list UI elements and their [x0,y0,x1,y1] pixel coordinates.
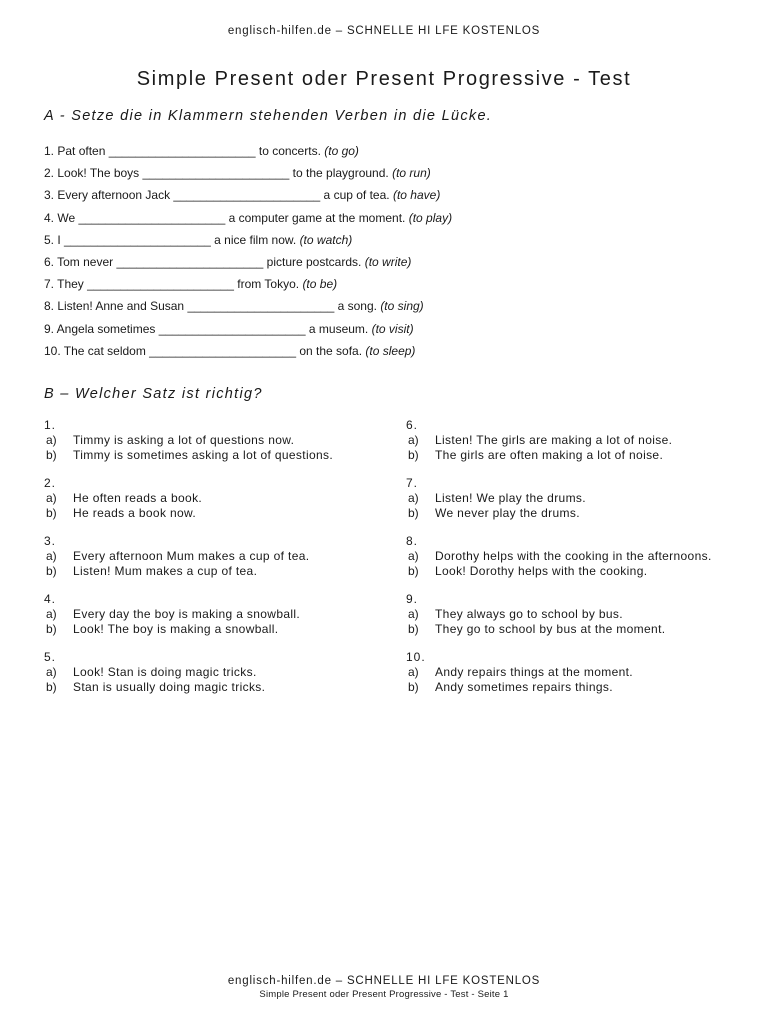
verb-hint: (to have) [392,188,441,203]
verb-hint: (to watch) [299,232,353,247]
option-letter: b) [46,622,57,636]
option-a [44,665,374,680]
option-letter: b) [46,680,57,694]
verb-hint: (to be) [302,277,338,292]
option-letter: a) [408,433,419,447]
option-letter: a) [46,491,57,505]
option-a [406,607,736,622]
option-a [44,549,374,564]
section-b-left-column [44,418,374,708]
footer-page-info: Simple Present oder Present Progressive - Test - Seite 1 [259,989,509,1000]
question [406,534,736,579]
exercise-item [44,185,744,207]
section-a-title: A - Setze die in Klammern stehenden Verben in die Lücke. [44,108,493,124]
option-letter: b) [46,564,57,578]
exercise-text: 2. Look! The boys ______________________ to the playground. [44,166,389,181]
option-letter: a) [46,433,57,447]
option-letter: a) [408,665,419,679]
question-number: 2. [44,476,57,490]
verb-hint: (to play) [408,210,453,225]
option-text: Timmy is sometimes asking a lot of questions. [73,448,334,462]
page-footer [0,974,768,1001]
question-number: 6. [406,418,419,432]
exercise-text: 1. Pat often ______________________ to concerts. [44,144,321,158]
option-letter: a) [408,607,419,621]
section-b-right-column [406,418,736,708]
option-text: Dorothy helps with the cooking in the afternoons. [435,549,712,563]
option-a [406,665,736,680]
option-text: Look! Dorothy helps with the cooking. [435,564,648,578]
option-b [406,622,736,637]
option-text: Every afternoon Mum makes a cup of tea. [73,549,310,563]
section-a-list [44,141,744,363]
question-number: 4. [44,592,57,606]
option-b [44,506,374,521]
section-b-title: B – Welcher Satz ist richtig? [44,386,263,402]
option-text: Listen! We play the drums. [435,491,586,505]
exercise-item [44,341,744,363]
exercise-item [44,208,744,230]
option-text: The girls are often making a lot of noise. [435,448,664,462]
exercise-item [44,141,744,163]
verb-hint: (to run) [392,166,431,181]
question-number: 8. [406,534,419,548]
option-letter: b) [46,448,57,462]
option-a [44,607,374,622]
option-a [406,549,736,564]
option-letter: a) [46,665,57,679]
verb-hint: (to sing) [380,299,424,314]
option-text: Andy sometimes repairs things. [435,680,613,694]
option-b [406,506,736,521]
option-text: Look! Stan is doing magic tricks. [73,665,257,679]
exercise-item [44,252,744,274]
question [406,592,736,637]
exercise-item [44,163,744,185]
option-text: They always go to school by bus. [435,607,623,621]
page-title: Simple Present oder Present Progressive - Test [136,68,632,90]
question [44,476,374,521]
option-letter: a) [46,607,57,621]
verb-hint: (to visit) [371,321,414,336]
option-text: He often reads a book. [73,491,203,505]
exercise-text: 9. Angela sometimes ______________________ a museum. [44,321,369,336]
question [44,650,374,695]
option-letter: b) [408,564,419,578]
question-number: 9. [406,592,419,606]
exercise-item [44,274,744,296]
question [406,650,736,695]
option-letter: b) [408,622,419,636]
option-a [406,491,736,506]
option-text: Andy repairs things at the moment. [435,665,633,679]
exercise-text: 4. We ______________________ a computer game at the moment. [44,210,406,225]
question [44,592,374,637]
option-text: Stan is usually doing magic tricks. [73,680,266,694]
exercise-item [44,319,744,341]
footer-site: englisch-hilfen.de – SCHNELLE HI LFE KOSTENLOS [227,975,541,987]
option-letter: b) [408,680,419,694]
question [406,476,736,521]
exercise-item [44,296,744,318]
option-a [44,491,374,506]
option-letter: a) [46,549,57,563]
question-number: 7. [406,476,419,490]
option-letter: b) [408,506,419,520]
option-b [406,680,736,695]
option-a [44,433,374,448]
exercise-text: 10. The cat seldom ______________________ on the sofa. [44,343,363,358]
option-text: Timmy is asking a lot of questions now. [73,433,295,447]
option-letter: a) [408,491,419,505]
option-text: He reads a book now. [73,506,197,520]
question-number: 3. [44,534,57,548]
option-b [406,448,736,463]
option-text: Look! The boy is making a snowball. [73,622,279,636]
question [44,418,374,463]
option-text: Listen! The girls are making a lot of noise. [435,433,673,447]
verb-hint: (to sleep) [365,343,416,358]
option-text: They go to school by bus at the moment. [435,622,666,636]
page-header: englisch-hilfen.de – SCHNELLE HI LFE KOSTENLOS [227,25,541,37]
verb-hint: (to go) [324,144,359,158]
verb-hint: (to write) [364,254,412,269]
option-text: Every day the boy is making a snowball. [73,607,301,621]
exercise-text: 5. I ______________________ a nice film now. [44,232,297,247]
option-b [44,564,374,579]
exercise-text: 6. Tom never ______________________ picture postcards. [44,254,362,269]
option-letter: a) [408,549,419,563]
option-a [406,433,736,448]
option-letter: b) [408,448,419,462]
option-b [44,680,374,695]
question [406,418,736,463]
question-number: 10. [406,650,426,664]
exercise-text: 7. They ______________________ from Tokyo. [44,277,300,292]
exercise-text: 8. Listen! Anne and Susan ______________________ a song. [44,299,377,314]
question-number: 5. [44,650,57,664]
option-text: We never play the drums. [435,506,580,520]
option-text: Listen! Mum makes a cup of tea. [73,564,258,578]
exercise-text: 3. Every afternoon Jack ______________________ a cup of tea. [44,188,390,203]
option-letter: b) [46,506,57,520]
exercise-item [44,230,744,252]
option-b [44,448,374,463]
option-b [406,564,736,579]
question-number: 1. [44,418,57,432]
option-b [44,622,374,637]
question [44,534,374,579]
